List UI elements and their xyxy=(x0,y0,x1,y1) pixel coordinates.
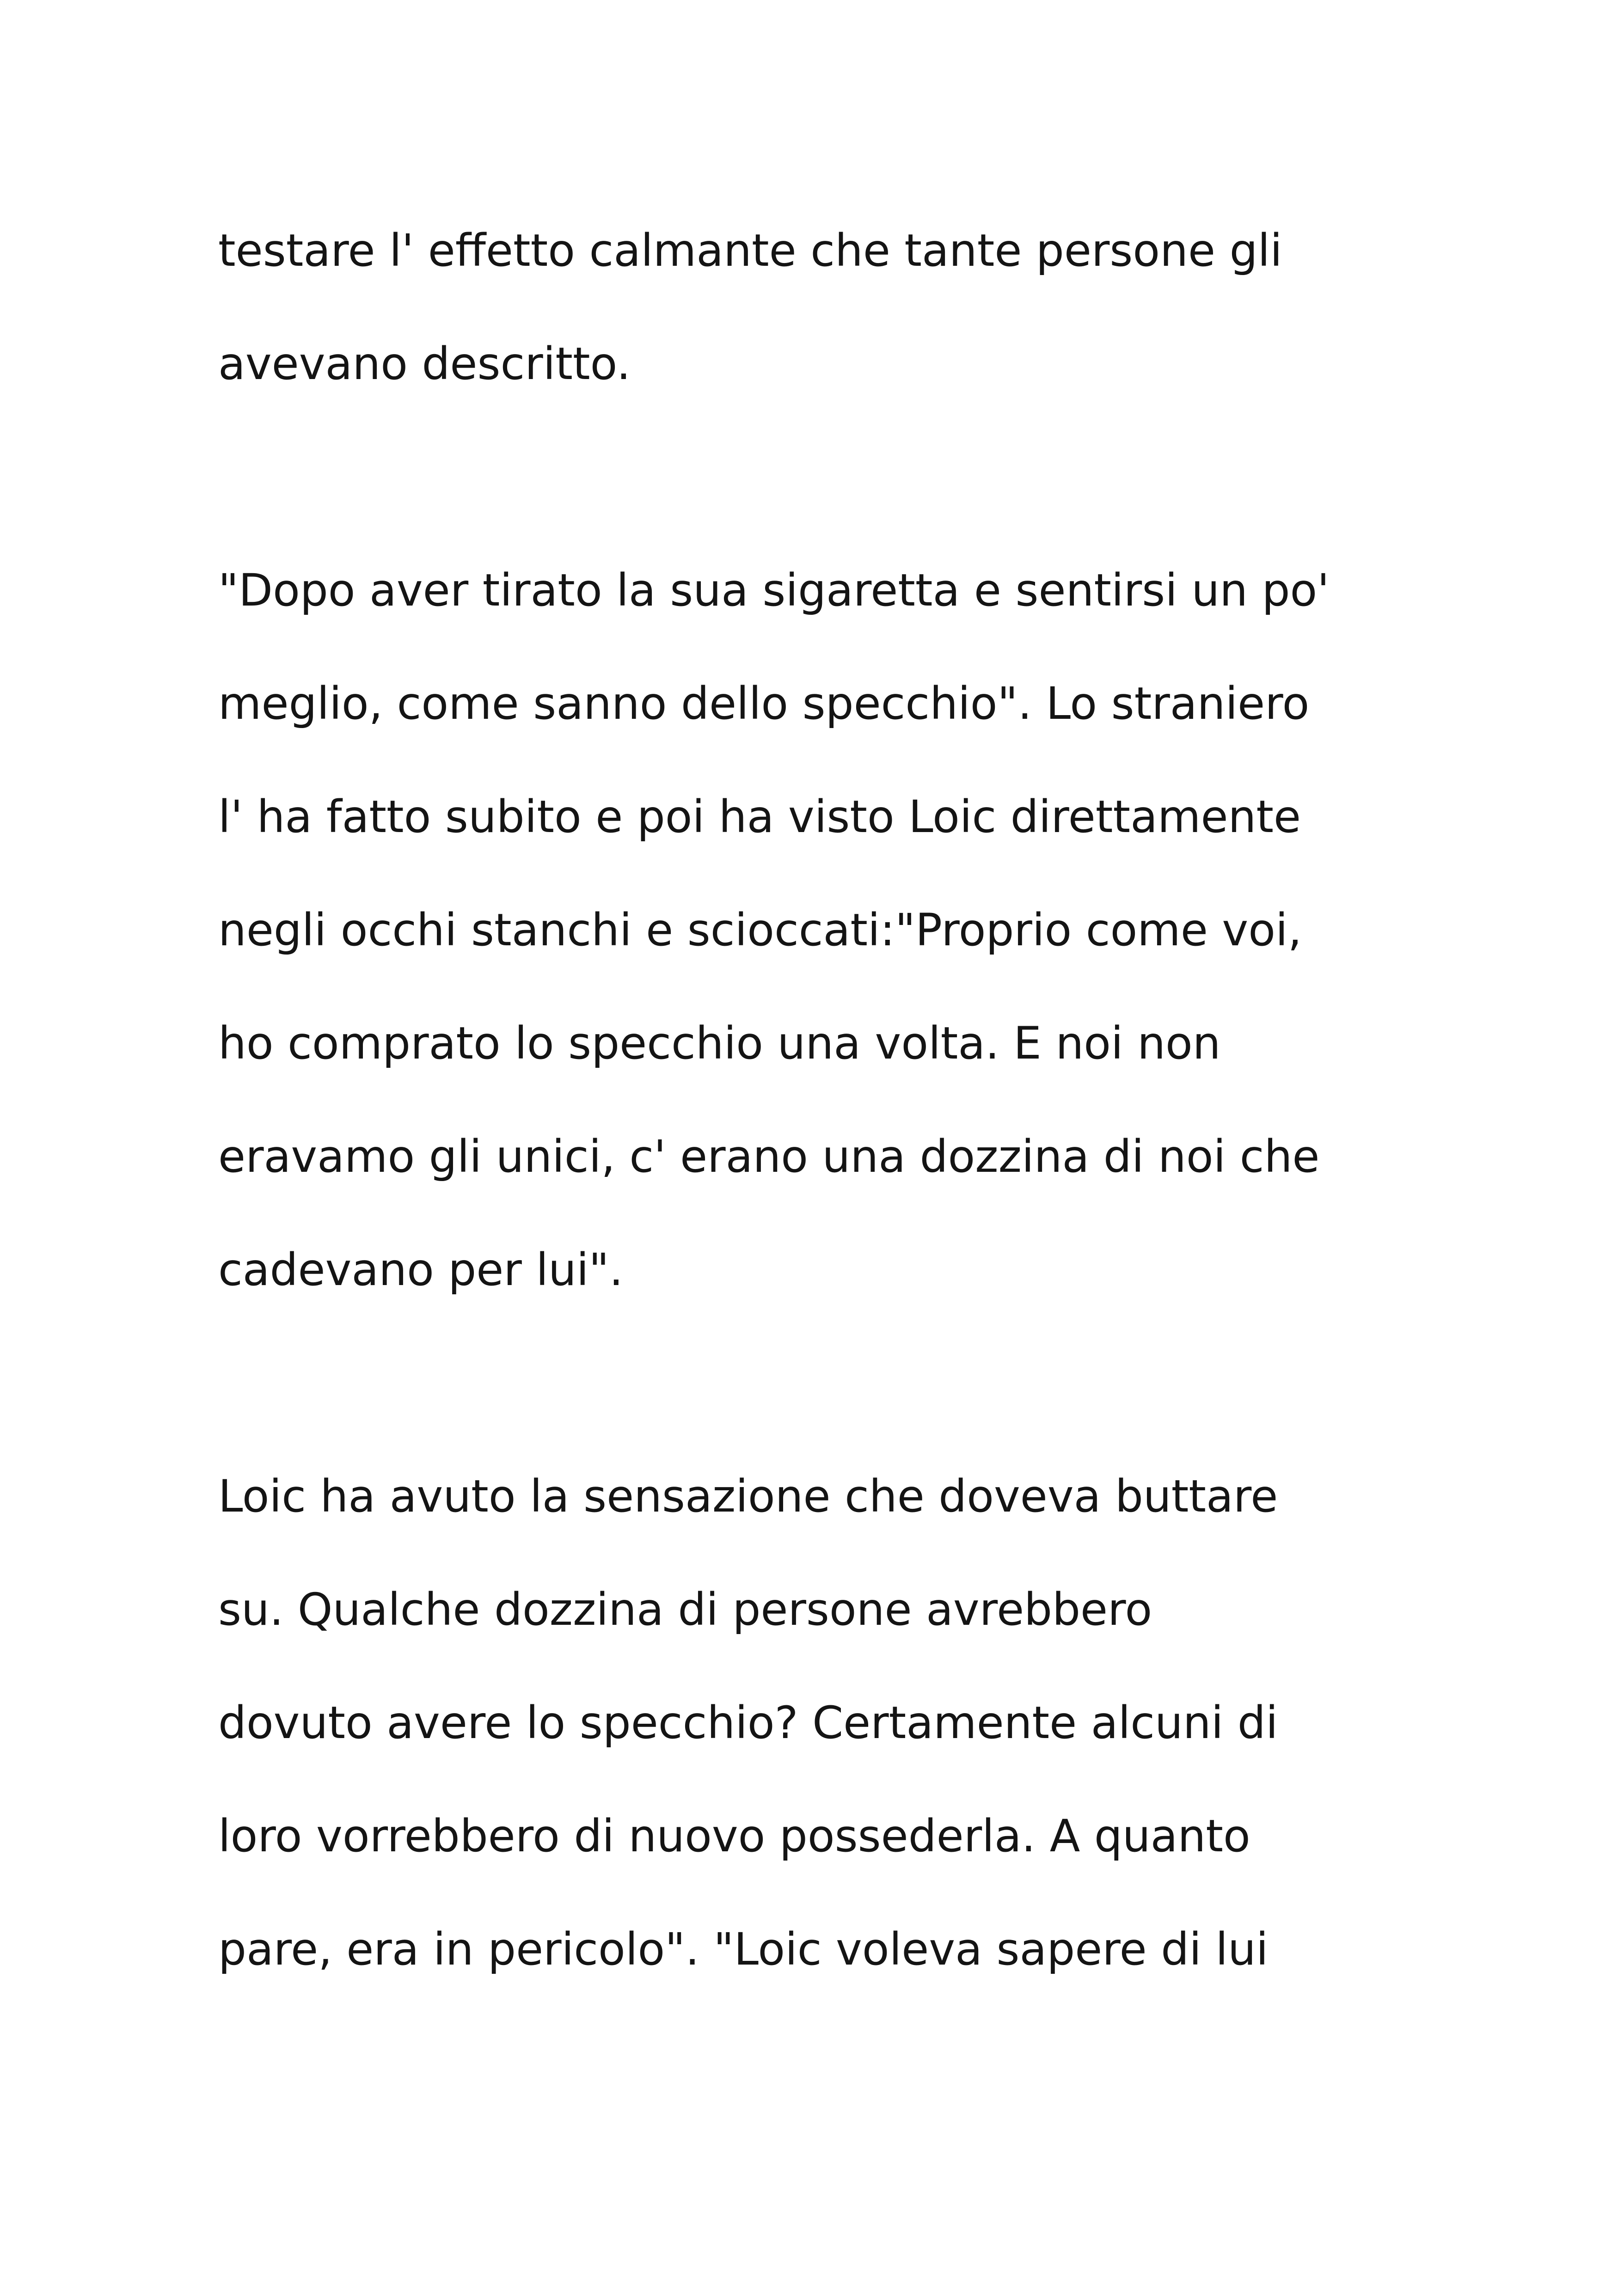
text-line: negli occhi stanchi e scioccati:"Proprio come voi, xyxy=(218,904,1302,956)
text-line: dovuto avere lo specchio? Certamente alcuni di xyxy=(218,1697,1278,1749)
text-line: loro vorrebbero di nuovo possederla. A quanto xyxy=(218,1810,1250,1862)
text-line: ho comprato lo specchio una volta. E noi non xyxy=(218,1017,1221,1069)
paragraph-spacer xyxy=(218,1354,1466,1468)
text-line: testare l' effetto calmante che tante persone gli xyxy=(218,225,1282,276)
text-line: eravamo gli unici, c' erano una dozzina di noi che xyxy=(218,1131,1320,1182)
text-line: "Dopo aver tirato la sua sigaretta e sentirsi un po' xyxy=(218,564,1330,616)
text-line: avevano descritto. xyxy=(218,338,631,390)
text-line: cadevano per lui". xyxy=(218,1244,624,1296)
text-line: Loic ha avuto la sensazione che doveva buttare xyxy=(218,1470,1278,1522)
paragraph-1 xyxy=(218,222,1466,448)
paragraph-spacer xyxy=(218,448,1466,562)
body-text xyxy=(218,222,1466,2034)
text-line: su. Qualche dozzina di persone avrebbero xyxy=(218,1584,1152,1635)
paragraph-2 xyxy=(218,562,1466,1354)
text-line: meglio, come sanno dello specchio". Lo straniero xyxy=(218,678,1310,729)
paragraph-3 xyxy=(218,1468,1466,2034)
text-line: pare, era in pericolo". "Loic voleva sapere di lui xyxy=(218,1923,1269,1975)
text-line: l' ha fatto subito e poi ha visto Loic direttamente xyxy=(218,791,1301,843)
